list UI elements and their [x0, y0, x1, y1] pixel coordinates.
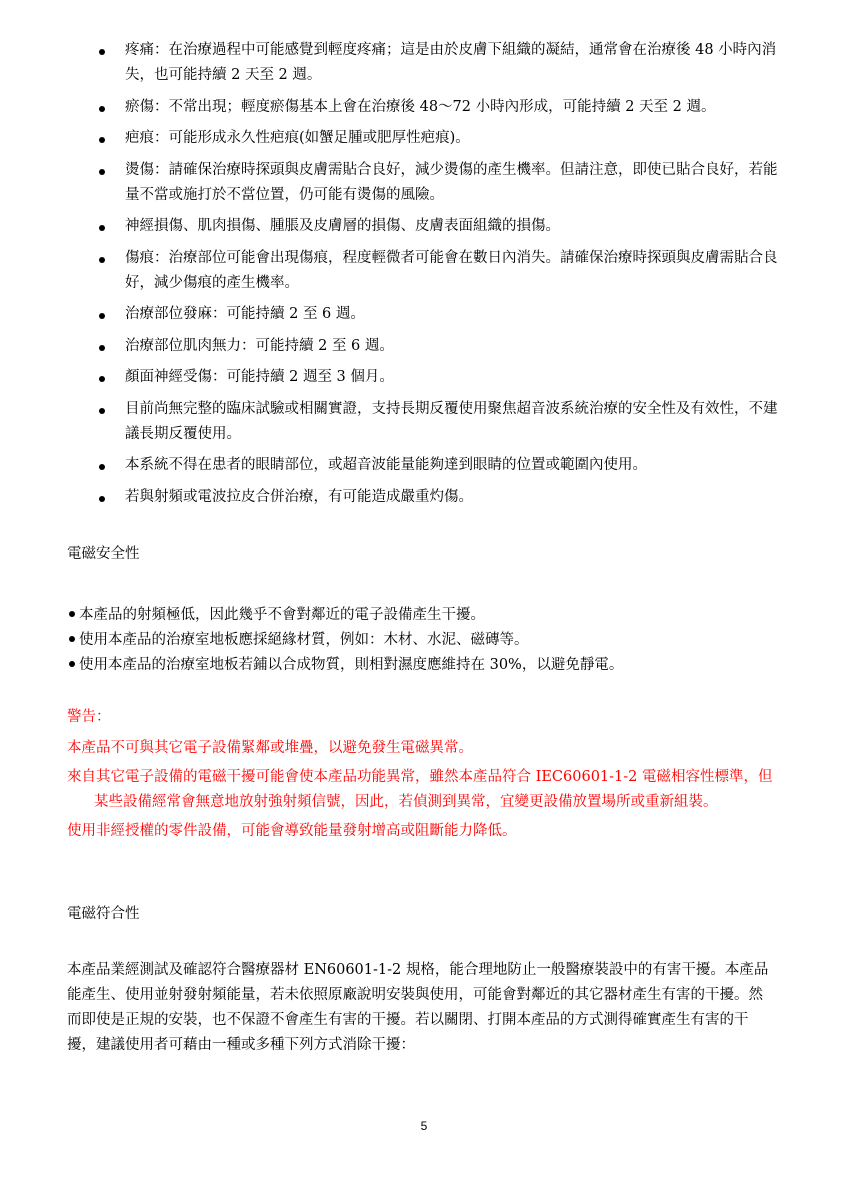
list-item: 疤痕：可能形成永久性疤痕(如蟹足腫或肥厚性疤痕)。 [97, 126, 787, 151]
list-item: 本系統不得在患者的眼睛部位，或超音波能量能夠達到眼睛的位置或範圍內使用。 [97, 453, 787, 478]
bullet-icon [99, 376, 105, 382]
bullet-icon [99, 313, 105, 319]
bullet-icon [99, 464, 105, 470]
bullet-icon [99, 496, 105, 502]
list-item: 顏面神經受傷：可能持續 2 週至 3 個月。 [97, 365, 787, 390]
bullet-icon [99, 345, 105, 351]
warning-item: 來自其它電子設備的電磁干擾可能會使本產品功能異常，雖然本產品符合 IEC60601-1-2 電磁相容性標準，但某些設備經常會無意地放射強射頻信號，因此，若偵測到異常，宜變更設備放置場所或重新組裝。 [67, 769, 773, 810]
bullet-icon [99, 106, 105, 112]
list-item: 燙傷：請確保治療時探頭與皮膚需貼合良好，減少燙傷的產生機率。但請注意，即使已貼合良好，若能量不當或施打於不當位置，仍可能有燙傷的風險。 [97, 158, 787, 208]
list-item: 目前尚無完整的臨床試驗或相關實證，支持長期反覆使用聚焦超音波系統治療的安全性及有效性，不建議長期反覆使用。 [97, 397, 787, 447]
list-item: 傷痕：治療部位可能會出現傷痕，程度輕微者可能會在數日內消失。請確保治療時探頭與皮膚需貼合良好，減少傷痕的產生機率。 [97, 246, 787, 296]
warning-item: 使用非經授權的零件設備，可能會導致能量發射增高或阻斷能力降低。 [67, 823, 517, 839]
warning-title: 警告： [67, 709, 111, 725]
warning-item: 本產品不可與其它電子設備緊鄰或堆疊，以避免發生電磁異常。 [67, 740, 473, 756]
list-item: 治療部位肌肉無力：可能持續 2 至 6 週。 [97, 334, 787, 359]
bullet-icon [99, 257, 105, 263]
em-compliance-paragraph: 本產品業經測試及確認符合醫療器材 EN60601-1-2 規格，能合理地防止一般醫療裝設中的有害干擾。本產品能產生、使用並射發射頻能量，若未依照原廠說明安裝與使用，可能會對鄰近的其它器材產生有害的干擾。然而即使是正規的安裝，也不保證不會產生有害的干擾。若以關閉、打開本產品的方式測得確實產生有害的干擾，建議使用者可藉由一種或多種下列方式消除干擾： [67, 962, 769, 1053]
list-item: 使用本產品的治療室地板應採絕緣材質，例如：木材、水泥、磁磚等。 [67, 628, 787, 653]
list-item: 若與射頻或電波拉皮合併治療，有可能造成嚴重灼傷。 [97, 485, 787, 510]
bullet-icon [99, 137, 105, 143]
em-safety-heading: 電磁安全性 [67, 546, 140, 562]
warning-block [67, 705, 777, 848]
list-item: 使用本產品的治療室地板若鋪以合成物質，則相對濕度應維持在 30%，以避免靜電。 [67, 653, 787, 678]
bullet-icon [69, 611, 75, 617]
list-item: 瘀傷：不常出現；輕度瘀傷基本上會在治療後 48～72 小時內形成，可能持續 2 天至 2 週。 [97, 95, 787, 120]
bullet-icon [99, 169, 105, 175]
list-item: 治療部位發麻：可能持續 2 至 6 週。 [97, 302, 787, 327]
bullet-icon [69, 636, 75, 642]
list-item: 神經損傷、肌肉損傷、腫脹及皮膚層的損傷、皮膚表面組織的損傷。 [97, 214, 787, 239]
bullet-icon [99, 225, 105, 231]
bullet-icon [99, 408, 105, 414]
page-number: 5 [420, 1119, 428, 1133]
em-safety-list [67, 603, 787, 678]
em-compliance-heading: 電磁符合性 [67, 906, 140, 922]
list-item: 疼痛：在治療過程中可能感覺到輕度疼痛；這是由於皮膚下組織的凝結，通常會在治療後 48 小時內消失，也可能持續 2 天至 2 週。 [97, 38, 787, 88]
side-effects-list [97, 38, 787, 516]
list-item: 本產品的射頻極低，因此幾乎不會對鄰近的電子設備產生干擾。 [67, 603, 787, 628]
bullet-icon [69, 661, 75, 667]
bullet-icon [99, 49, 105, 55]
